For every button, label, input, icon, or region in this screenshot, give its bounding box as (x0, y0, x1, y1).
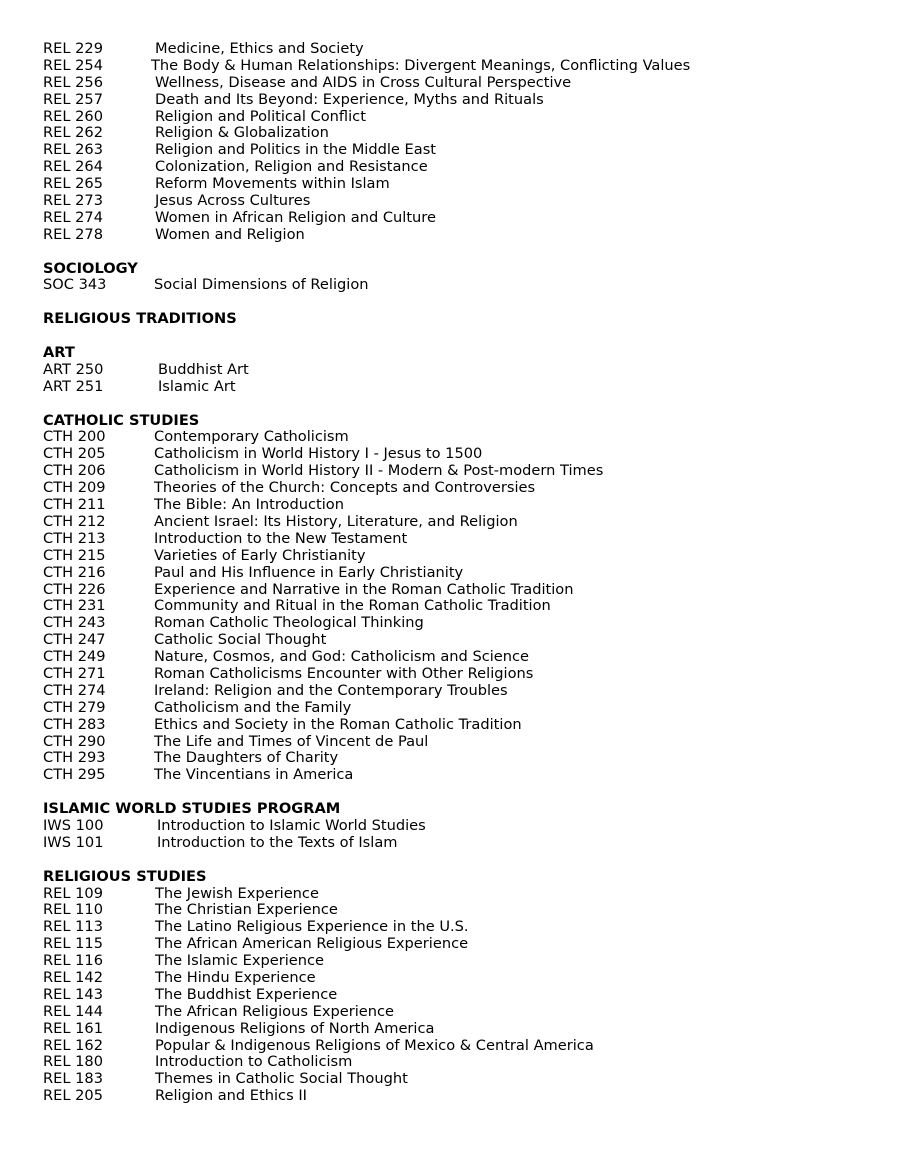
course-code: REL 229 (43, 40, 103, 57)
course-row (43, 41, 873, 58)
course-code: CTH 211 (43, 496, 106, 514)
course-title: Introduction to the New Testament (154, 529, 408, 547)
course-row (43, 277, 873, 294)
section-spacer (43, 396, 873, 413)
course-row (43, 717, 873, 734)
course-title: Wellness, Disease and AIDS in Cross Cultural Perspective (155, 73, 572, 91)
course-row (43, 92, 873, 109)
course-row (43, 767, 873, 784)
course-code: REL 115 (43, 935, 103, 953)
course-title: Religion & Globalization (155, 124, 329, 142)
course-row (43, 227, 873, 244)
course-title: The Hindu Experience (155, 968, 316, 986)
course-title: Catholic Social Thought (154, 631, 327, 649)
course-code: REL 263 (43, 141, 103, 159)
course-row (43, 58, 873, 75)
section-heading-catholic-studies: CATHOLIC STUDIES (43, 411, 200, 429)
course-title: Roman Catholicisms Encounter with Other Religions (154, 664, 534, 682)
course-code: ART 250 (43, 360, 104, 378)
course-title: Nature, Cosmos, and God: Catholicism and Science (154, 648, 530, 666)
course-code: CTH 216 (43, 563, 106, 581)
course-code: CTH 205 (43, 445, 106, 463)
course-row (43, 1038, 873, 1055)
section-heading-religious-traditions: RELIGIOUS TRADITIONS (43, 310, 237, 328)
course-title: Jesus Across Cultures (155, 192, 311, 210)
course-title: The Christian Experience (155, 901, 338, 919)
course-code: REL 205 (43, 1087, 103, 1105)
course-title: Ancient Israel: Its History, Literature, and Religion (154, 512, 518, 530)
course-title: The Life and Times of Vincent de Paul (154, 732, 429, 750)
course-title: Varieties of Early Christianity (154, 546, 366, 564)
course-row (43, 497, 873, 514)
course-code: REL 162 (43, 1036, 103, 1054)
course-row (43, 902, 873, 919)
course-title: The African American Religious Experience (155, 935, 469, 953)
course-code: IWS 100 (43, 816, 104, 834)
course-code: REL 260 (43, 107, 103, 125)
course-code: CTH 279 (43, 698, 106, 716)
course-title: Religion and Ethics II (155, 1087, 307, 1105)
course-title: Medicine, Ethics and Society (155, 40, 364, 57)
course-code: CTH 213 (43, 529, 106, 547)
course-title: Religion and Political Conflict (155, 107, 366, 125)
course-title: The Bible: An Introduction (154, 496, 344, 514)
course-title: Islamic Art (158, 377, 236, 395)
course-code: CTH 243 (43, 614, 106, 632)
course-code: REL 278 (43, 225, 103, 243)
course-code: CTH 274 (43, 681, 106, 699)
course-code: REL 256 (43, 73, 103, 91)
course-row (43, 835, 873, 852)
course-title: Introduction to Islamic World Studies (157, 816, 426, 834)
course-row (43, 700, 873, 717)
course-row (43, 379, 873, 396)
course-title: The Latino Religious Experience in the U.S. (155, 918, 469, 936)
section-spacer (43, 328, 873, 345)
course-row (43, 463, 873, 480)
course-code: SOC 343 (43, 276, 107, 294)
course-row (43, 1071, 873, 1088)
course-row (43, 480, 873, 497)
course-title: Ethics and Society in the Roman Catholic Tradition (154, 715, 522, 733)
course-row (43, 193, 873, 210)
course-code: CTH 209 (43, 479, 106, 497)
course-title: Women and Religion (155, 225, 305, 243)
course-title: The Vincentians in America (154, 766, 354, 784)
course-row (43, 582, 873, 599)
course-title: Roman Catholic Theological Thinking (154, 614, 424, 632)
course-code: REL 161 (43, 1019, 103, 1037)
course-title: The Jewish Experience (155, 884, 319, 902)
course-title: Social Dimensions of Religion (154, 276, 369, 294)
section-heading-religious-studies: RELIGIOUS STUDIES (43, 867, 207, 885)
course-code: CTH 283 (43, 715, 106, 733)
course-code: CTH 231 (43, 597, 106, 615)
course-title: Popular & Indigenous Religions of Mexico & Central America (155, 1036, 594, 1054)
course-title: The Buddhist Experience (155, 985, 338, 1003)
course-code: REL 109 (43, 884, 103, 902)
section-spacer (43, 852, 873, 869)
course-row (43, 1088, 873, 1105)
course-title: The Body & Human Relationships: Divergent Meanings, Conflicting Values (151, 56, 691, 74)
course-code: CTH 271 (43, 664, 106, 682)
course-code: REL 274 (43, 208, 103, 226)
course-row (43, 886, 873, 903)
course-row (43, 1004, 873, 1021)
course-code: CTH 212 (43, 512, 106, 530)
course-code: REL 116 (43, 952, 103, 970)
course-title: Women in African Religion and Culture (155, 208, 436, 226)
course-row (43, 548, 873, 565)
course-row (43, 750, 873, 767)
course-row (43, 1021, 873, 1038)
course-title: Colonization, Religion and Resistance (155, 158, 428, 176)
course-title: Experience and Narrative in the Roman Catholic Tradition (154, 580, 574, 598)
course-title: Theories of the Church: Concepts and Controversies (154, 479, 536, 497)
course-row (43, 598, 873, 615)
course-title: The Islamic Experience (155, 952, 325, 970)
course-code: REL 180 (43, 1053, 103, 1071)
course-code: IWS 101 (43, 833, 104, 851)
course-row (43, 615, 873, 632)
section-heading-sociology: SOCIOLOGY (43, 259, 138, 277)
course-code: REL 142 (43, 968, 103, 986)
course-row (43, 109, 873, 126)
course-title: Indigenous Religions of North America (155, 1019, 435, 1037)
course-title: Ireland: Religion and the Contemporary Troubles (154, 681, 508, 699)
course-row (43, 210, 873, 227)
course-row (43, 429, 873, 446)
course-row (43, 362, 873, 379)
course-title: Buddhist Art (158, 360, 249, 378)
course-row (43, 142, 873, 159)
course-code: REL 110 (43, 901, 103, 919)
course-code: CTH 290 (43, 732, 106, 750)
course-code: CTH 249 (43, 648, 106, 666)
course-row (43, 683, 873, 700)
course-code: REL 265 (43, 175, 103, 193)
course-title: Catholicism in World History II - Modern & Post-modern Times (154, 462, 604, 480)
course-title: Themes in Catholic Social Thought (155, 1070, 408, 1088)
course-row (43, 75, 873, 92)
course-title: Reform Movements within Islam (155, 175, 390, 193)
course-code: CTH 247 (43, 631, 106, 649)
course-title: Catholicism in World History I - Jesus to 1500 (154, 445, 483, 463)
course-title: Community and Ritual in the Roman Catholic Tradition (154, 597, 551, 615)
course-row (43, 936, 873, 953)
section-heading-islamic-world-studies-program: ISLAMIC WORLD STUDIES PROGRAM (43, 800, 341, 818)
course-row (43, 919, 873, 936)
section-spacer (43, 784, 873, 801)
course-code: CTH 226 (43, 580, 106, 598)
course-row (43, 970, 873, 987)
course-code: CTH 293 (43, 749, 106, 767)
course-row (43, 514, 873, 531)
course-title: Death and Its Beyond: Experience, Myths and Rituals (155, 90, 544, 108)
course-row (43, 125, 873, 142)
course-row (43, 649, 873, 666)
course-row (43, 565, 873, 582)
course-row (43, 734, 873, 751)
section-spacer (43, 294, 873, 311)
course-row (43, 159, 873, 176)
course-row (43, 987, 873, 1004)
course-code: CTH 215 (43, 546, 106, 564)
course-row (43, 176, 873, 193)
course-row (43, 1054, 873, 1071)
course-row (43, 632, 873, 649)
course-title: The African Religious Experience (155, 1002, 394, 1020)
course-title: Religion and Politics in the Middle East (155, 141, 437, 159)
course-row (43, 446, 873, 463)
course-code: CTH 206 (43, 462, 106, 480)
course-row (43, 531, 873, 548)
course-title: The Daughters of Charity (154, 749, 339, 767)
course-code: REL 254 (43, 56, 103, 74)
course-row (43, 953, 873, 970)
course-list-page (43, 41, 873, 1105)
course-title: Introduction to Catholicism (155, 1053, 353, 1071)
course-code: CTH 200 (43, 428, 106, 446)
course-title: Catholicism and the Family (154, 698, 352, 716)
section-spacer (43, 244, 873, 261)
course-code: REL 264 (43, 158, 103, 176)
course-code: REL 257 (43, 90, 103, 108)
course-code: CTH 295 (43, 766, 106, 784)
course-row (43, 818, 873, 835)
course-code: REL 144 (43, 1002, 103, 1020)
course-title: Contemporary Catholicism (154, 428, 349, 446)
section-heading-art: ART (43, 344, 75, 362)
course-code: ART 251 (43, 377, 104, 395)
course-code: REL 113 (43, 918, 103, 936)
course-title: Introduction to the Texts of Islam (157, 833, 398, 851)
course-title: Paul and His Influence in Early Christianity (154, 563, 464, 581)
course-code: REL 273 (43, 192, 103, 210)
course-code: REL 143 (43, 985, 103, 1003)
course-code: REL 183 (43, 1070, 103, 1088)
course-code: REL 262 (43, 124, 103, 142)
course-row (43, 666, 873, 683)
